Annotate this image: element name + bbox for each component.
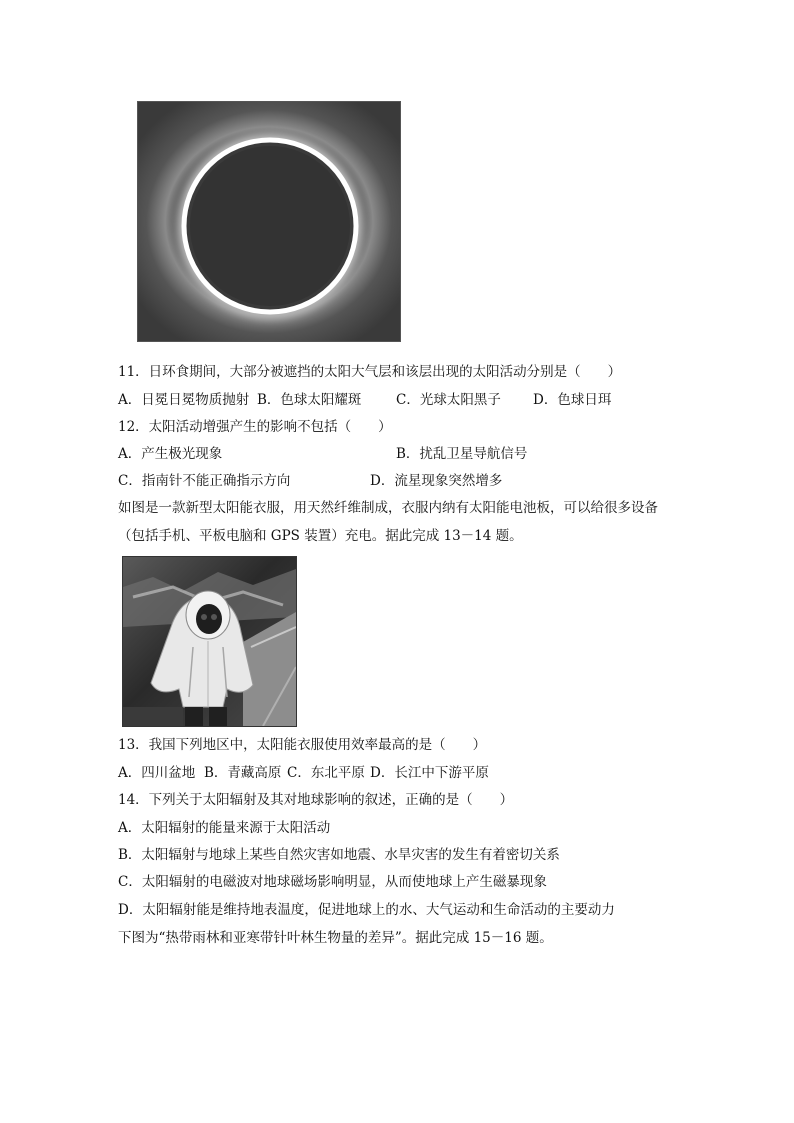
question-12-option-d: D．流星现象突然增多	[370, 473, 503, 489]
question-13-option-d: D．长江中下游平原	[370, 765, 489, 781]
question-11-option-d: D．色球日珥	[533, 392, 612, 408]
passage-13-14-line-1: 如图是一款新型太阳能衣服，用天然纤维制成，衣服内纳有太阳能电池板，可以给很多设备	[118, 500, 658, 516]
solar-clothing-icon	[123, 557, 296, 726]
question-11-option-a: A．日冕日冕物质抛射	[118, 392, 250, 408]
question-11-stem: 11．日环食期间，大部分被遮挡的太阳大气层和该层出现的太阳活动分别是（ ）	[118, 364, 622, 380]
question-14-stem: 14．下列关于太阳辐射及其对地球影响的叙述，正确的是（ ）	[118, 792, 514, 808]
passage-13-14-line-2: （包括手机、平板电脑和 GPS 装置）充电。据此完成 13－14 题。	[118, 528, 523, 544]
question-12-option-c: C．指南针不能正确指示方向	[118, 473, 291, 489]
question-12-stem: 12．太阳活动增强产生的影响不包括（ ）	[118, 419, 392, 435]
question-13-option-a: A．四川盆地	[118, 765, 196, 781]
solar-clothing-photo	[122, 556, 297, 727]
question-13-option-c: C．东北平原	[287, 765, 365, 781]
annular-eclipse-icon	[138, 102, 400, 341]
question-12-option-b: B．扰乱卫星导航信号	[396, 446, 528, 462]
annular-eclipse-photo	[137, 101, 401, 342]
question-13-option-b: B．青藏高原	[204, 765, 282, 781]
question-11-option-c: C．光球太阳黑子	[396, 392, 501, 408]
question-13-stem: 13．我国下列地区中，太阳能衣服使用效率最高的是（ ）	[118, 737, 487, 753]
question-11-option-b: B．色球太阳耀斑	[257, 392, 362, 408]
question-14-option-b: B．太阳辐射与地球上某些自然灾害如地震、水旱灾害的发生有着密切关系	[118, 847, 560, 863]
question-12-option-a: A．产生极光现象	[118, 446, 223, 462]
passage-15-16-line-1: 下图为“热带雨林和亚寒带针叶林生物量的差异”。据此完成 15－16 题。	[118, 930, 553, 946]
question-14-option-c: C．太阳辐射的电磁波对地球磁场影响明显，从而使地球上产生磁暴现象	[118, 874, 547, 890]
question-14-option-a: A．太阳辐射的能量来源于太阳活动	[118, 820, 331, 836]
question-14-option-d: D．太阳辐射能是维持地表温度，促进地球上的水、大气运动和生命活动的主要动力	[118, 902, 615, 918]
